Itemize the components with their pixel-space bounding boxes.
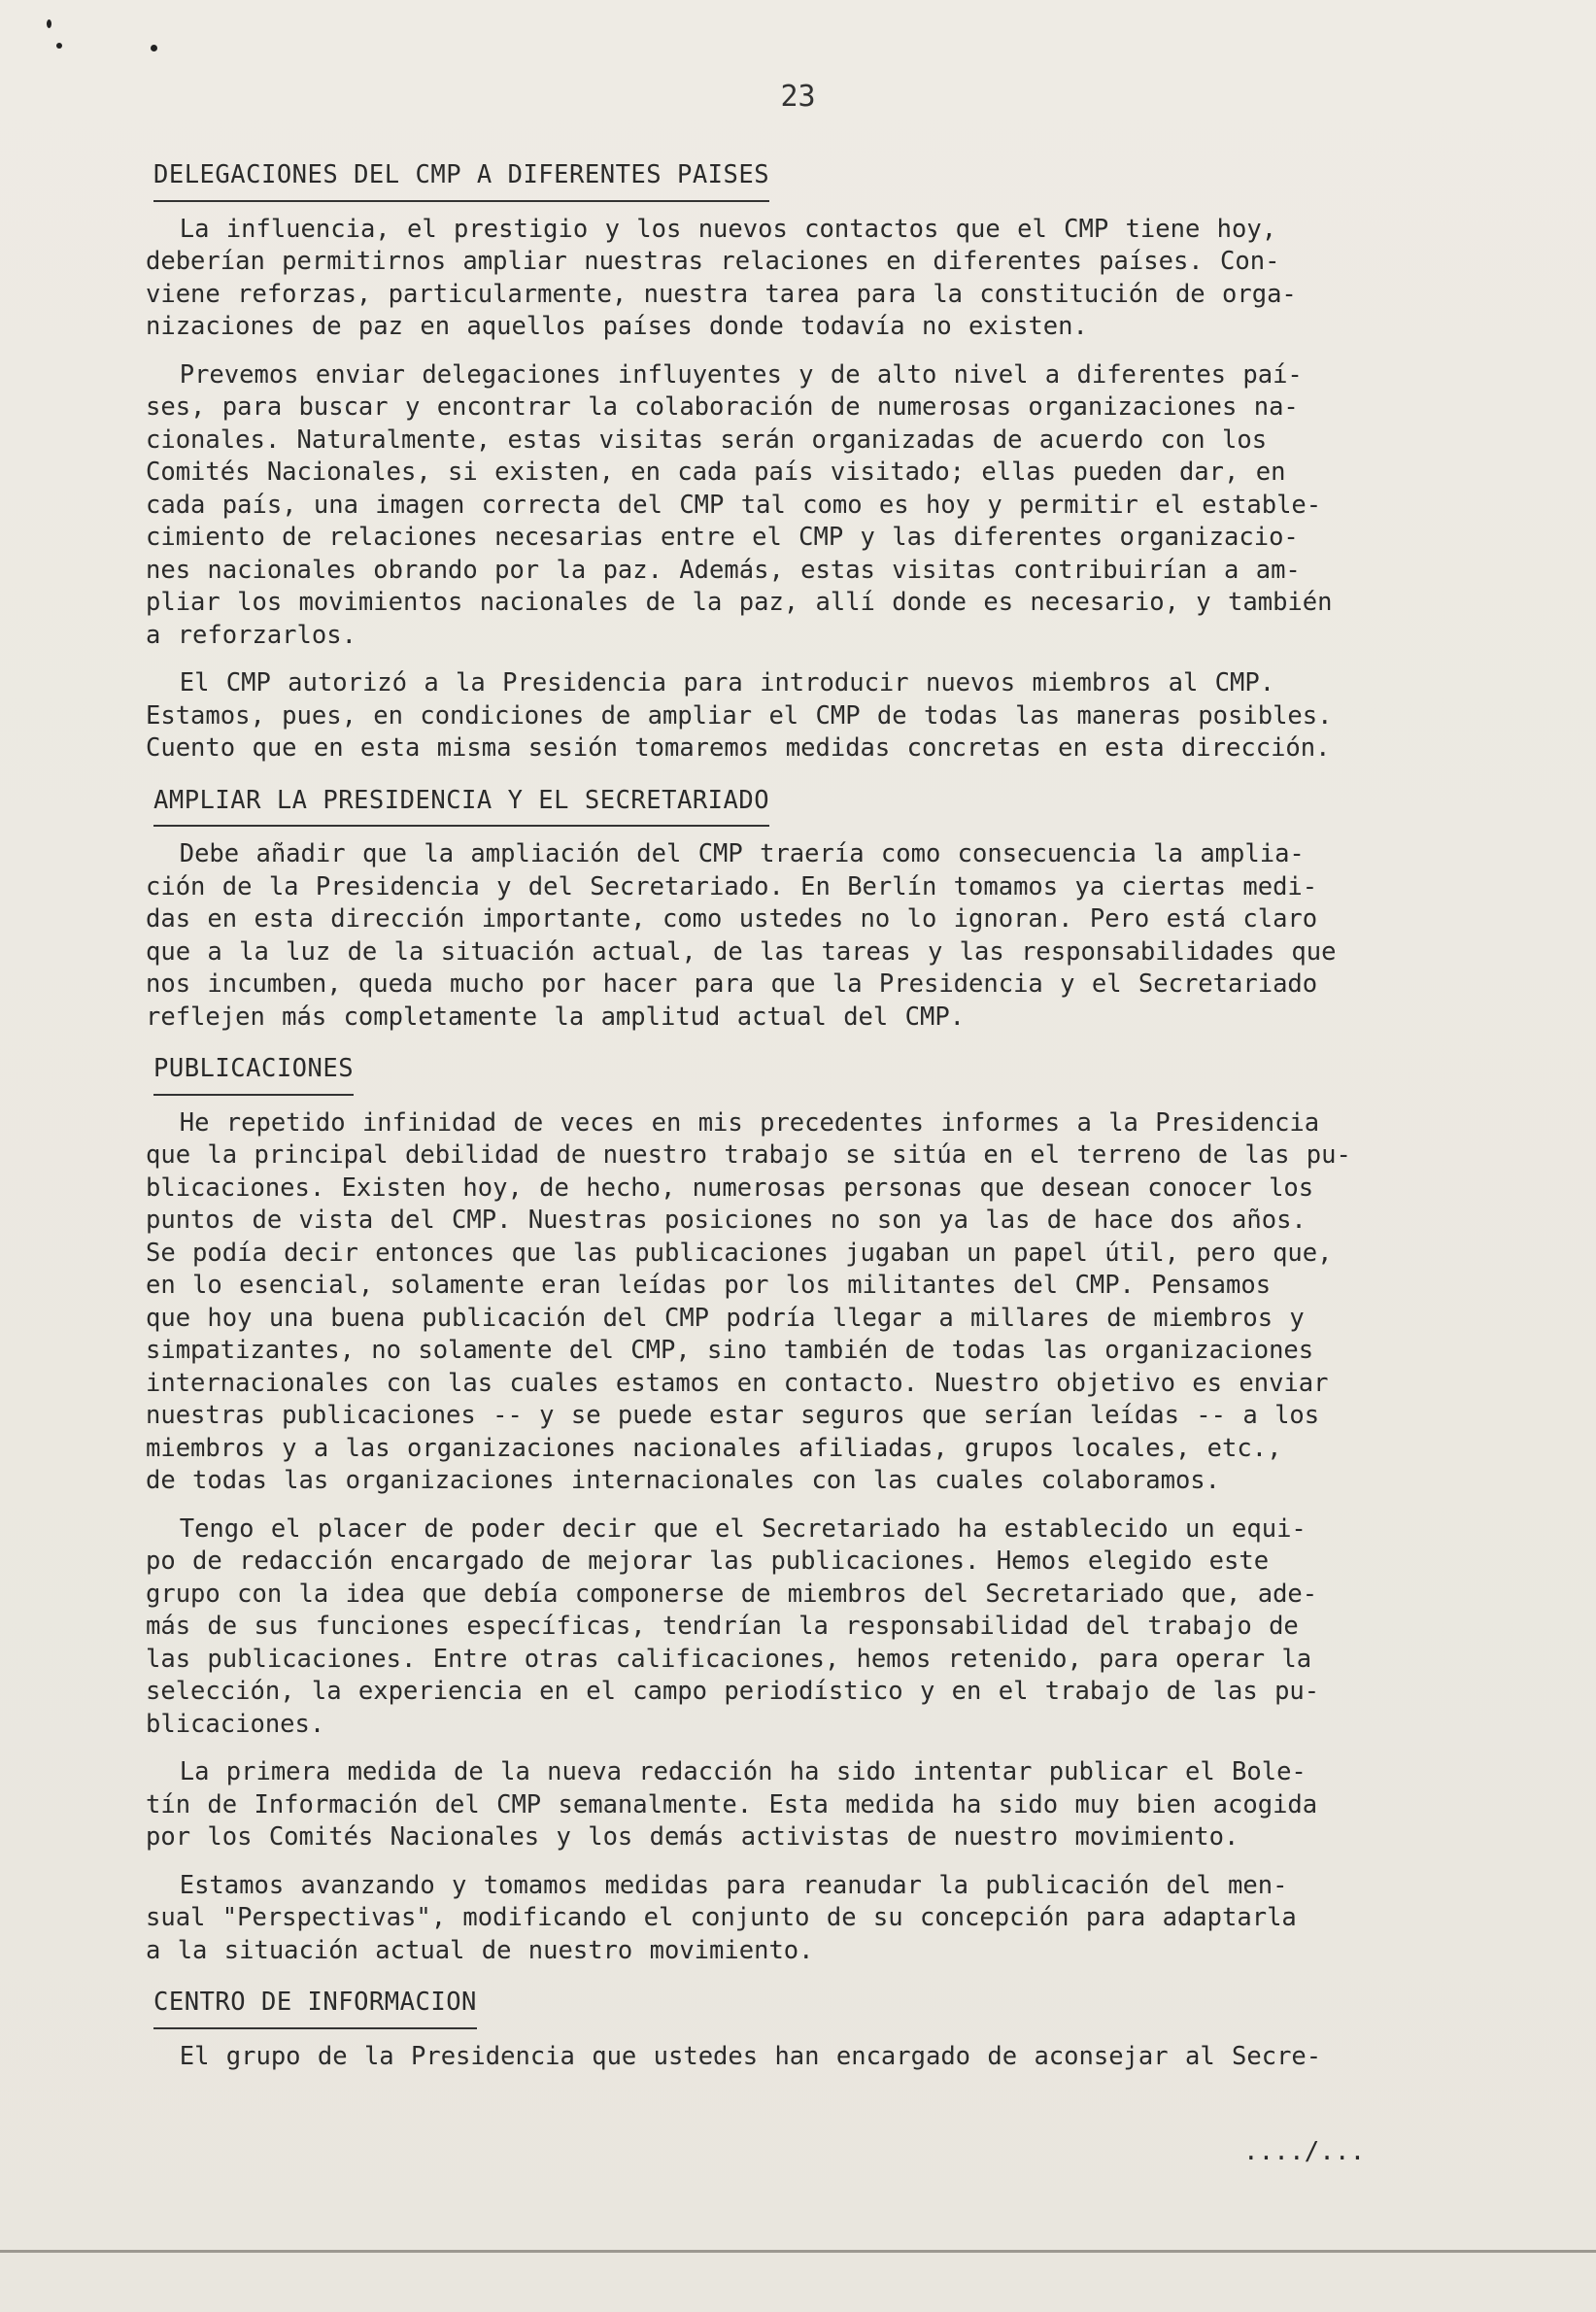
section-ampliar (146, 781, 1554, 1035)
ink-speck (56, 43, 62, 49)
page-number: 23 (780, 80, 816, 114)
paragraph: El grupo de la Presidencia que ustedes han encargado de aconsejar al Secre- (146, 2041, 1322, 2071)
section-heading: CENTRO DE INFORMACION (153, 1987, 477, 2029)
section-heading: DELEGACIONES DEL CMP A DIFERENTES PAISES (153, 159, 769, 202)
section-publicaciones (146, 1049, 1554, 1967)
paragraph: Tengo el placer de poder decir que el Secretariado ha establecido un equi- po de redacción encargado de mejorar las publicaciones. Hemos elegido este grupo con la idea que debía componerse de miembros del Secretariado que, ade- más de sus funciones específicas, tendrían la responsabilidad del trabajo de las publicaciones. Entre otras calificaciones, hemos retenido, para operar la selección, la experiencia en el campo periodístico y en el trabajo de las pu- blicaciones. (146, 1513, 1320, 1739)
paragraph: Debe añadir que la ampliación del CMP traería como consecuencia la amplia- ción de la Presidencia y del Secretariado. En Berlín tomamos ya ciertas medi- das en esta dirección importante, como ustedes no lo ignoran. Pero está claro que a la luz de la situación actual, de las tareas y las responsabilidades que nos incumben, queda mucho por hacer para que la Presidencia y el Secretariado reflejen más completamente la amplitud actual del CMP. (146, 839, 1337, 1032)
section-heading: PUBLICACIONES (153, 1053, 354, 1096)
continuation-mark: ..../... (1243, 2137, 1366, 2166)
ink-speck (47, 19, 51, 28)
paragraph: He repetido infinidad de veces en mis precedentes informes a la Presidencia que la principal debilidad de nuestro trabajo se sitúa en el terreno de las pu- blicaciones. Existen hoy, de hecho, numerosas personas que desean conocer los puntos de vista del CMP. Nuestras posiciones no son ya las de hace dos años. Se podía decir entonces que las publicaciones jugaban un papel útil, pero que, en lo esencial, solamente eran leídas por los militantes del CMP. Pensamos que hoy una buena publicación del CMP podría llegar a millares de miembros y simpatizantes, no solamente del CMP, sino también de todas las organizaciones internacionales con las cuales estamos en contacto. Nuestro objetivo es enviar nuestras publicaciones -- y se puede estar seguros que serían leídas -- a los miembros y a las organizaciones nacionales afiliadas, grupos locales, etc., de todas las organizaciones internacionales con las cuales colaboramos. (146, 1107, 1351, 1495)
paragraph: Prevemos enviar delegaciones influyentes y de alto nivel a diferentes paí- ses, para buscar y encontrar la colaboración de numerosas organizaciones na- cionales. Naturalmente, estas visitas serán organizadas de acuerdo con los Comités Nacionales, si existen, en cada país visitado; ellas pueden dar, en cada país, una imagen correcta del CMP tal como es hoy y permitir el estable- cimiento de relaciones necesarias entre el CMP y las diferentes organizacio- nes nacionales obrando por la paz. Además, estas visitas contribuirían a am- pliar los movimientos nacionales de la paz, allí donde es necesario, y también a reforzarlos. (146, 359, 1333, 650)
page-bottom-edge (0, 2250, 1596, 2253)
paragraph: El CMP autorizó a la Presidencia para introducir nuevos miembros al CMP. Estamos, pues, en condiciones de ampliar el CMP de todas las maneras posibles. Cuento que en esta misma sesión tomaremos medidas concretas en esta dirección. (146, 668, 1333, 763)
section-delegaciones (146, 155, 1554, 765)
section-centro-informacion (146, 1983, 1554, 2073)
section-heading: AMPLIAR LA PRESIDENCIA Y EL SECRETARIADO (153, 785, 769, 828)
document-body (146, 155, 1554, 2089)
paragraph: La primera medida de la nueva redacción ha sido intentar publicar el Bole- tín de Información del CMP semanalmente. Esta medida ha sido muy bien acogida por los Comités Nacionales y los demás activistas de nuestro movimiento. (146, 1757, 1318, 1852)
paragraph: Estamos avanzando y tomamos medidas para reanudar la publicación del men- sual "Perspectivas", modificando el conjunto de su concepción para adaptarla a la situación actual de nuestro movimiento. (146, 1870, 1297, 1965)
paragraph: La influencia, el prestigio y los nuevos contactos que el CMP tiene hoy, deberían permitirnos ampliar nuestras relaciones en diferentes países. Con- viene reforzas, particularmente, nuestra tarea para la constitución de orga- nizaciones de paz en aquellos países donde todavía no existen. (146, 214, 1297, 341)
ink-speck (151, 45, 157, 51)
